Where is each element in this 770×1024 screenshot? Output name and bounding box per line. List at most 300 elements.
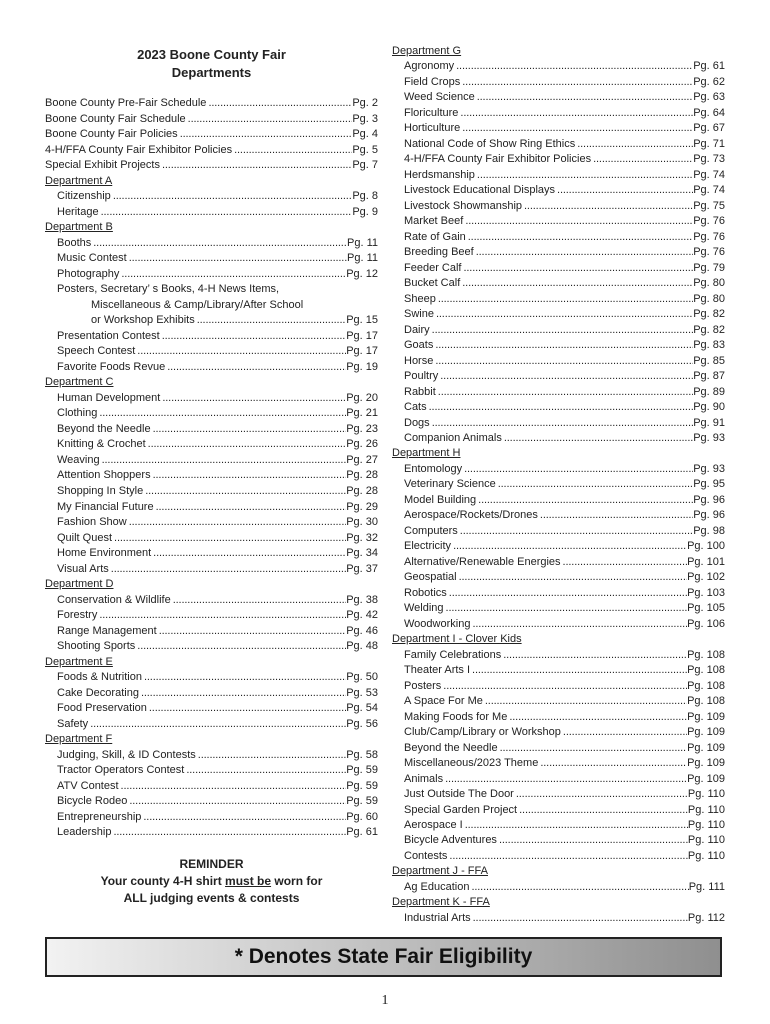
entry-page-number: Pg. 2 — [352, 97, 378, 109]
entry-page-number: Pg. 75 — [693, 199, 725, 212]
entry-label: Robotics — [404, 586, 447, 599]
department-heading: Department B — [45, 221, 113, 234]
contents-entry — [91, 313, 378, 328]
dot-leader — [157, 624, 347, 639]
entry-label: Cake Decorating — [57, 686, 139, 699]
entry-page-number: Pg. 17 — [346, 345, 378, 358]
entry-page-number: Pg. 108 — [687, 664, 725, 677]
contents-entry — [57, 624, 378, 639]
department-heading: Department I - Clover Kids — [392, 633, 522, 646]
contents-entry — [404, 354, 725, 369]
contents-entry — [404, 214, 725, 229]
contents-entry — [404, 710, 725, 725]
contents-entry — [404, 756, 725, 771]
entry-label: Posters — [404, 679, 442, 692]
dot-leader — [555, 183, 693, 198]
entry-page-number: Pg. 59 — [346, 764, 378, 777]
contents-entry — [404, 803, 725, 818]
entry-label: Market Beef — [404, 215, 464, 228]
entry-label: A Space For Me — [404, 695, 483, 708]
entry-label: Quilt Quest — [57, 531, 113, 544]
entry-page-number: Pg. 38 — [346, 593, 378, 606]
dot-leader — [433, 338, 693, 353]
contents-entry — [57, 763, 378, 778]
dot-leader — [195, 313, 346, 328]
dot-leader — [171, 593, 346, 608]
entry-page-number: Pg. 87 — [693, 370, 725, 383]
contents-entry — [57, 825, 378, 840]
entry-page-number: Pg. 12 — [346, 267, 378, 280]
entry-label: Special Garden Project — [404, 803, 518, 816]
dot-leader — [469, 880, 688, 895]
entry-label: Beyond the Needle — [404, 741, 498, 754]
entry-page-number: Pg. 95 — [693, 478, 725, 491]
entry-page-number: Pg. 73 — [693, 153, 725, 166]
entry-page-number: Pg. 110 — [687, 834, 725, 847]
contents-entry — [404, 539, 725, 554]
department-heading: Department C — [45, 376, 114, 389]
entry-label: Fashion Show — [57, 516, 127, 529]
contents-entry — [404, 90, 725, 105]
entry-label: Entrepreneurship — [57, 810, 142, 823]
dot-leader — [538, 756, 687, 771]
entry-label: Heritage — [57, 205, 99, 218]
entry-label: Bucket Calf — [404, 277, 461, 290]
entry-label: Sheep — [404, 292, 436, 305]
entry-page-number: Pg. 91 — [693, 416, 725, 429]
department-heading: Department H — [392, 447, 461, 460]
entry-label: Conservation & Wildlife — [57, 593, 171, 606]
entry-label: Food Preservation — [57, 702, 147, 715]
entry-label: Entomology — [404, 462, 463, 475]
contents-entry — [404, 493, 725, 508]
contents-entry — [57, 267, 378, 282]
contents-entry — [57, 546, 378, 561]
dot-leader — [109, 562, 346, 577]
dot-leader — [151, 468, 347, 483]
document-title: 2023 Boone County Fair — [137, 47, 286, 62]
entry-page-number: Pg. 109 — [687, 757, 725, 770]
entry-page-number: Pg. 103 — [687, 586, 725, 599]
dot-leader — [111, 189, 353, 204]
entry-label: Field Crops — [404, 75, 461, 88]
entry-label: 4-H/FFA County Fair Exhibitor Policies — [404, 153, 592, 166]
entry-label: Knitting & Crochet — [57, 438, 146, 451]
dot-leader — [496, 477, 693, 492]
dot-leader — [463, 818, 688, 833]
dot-leader — [127, 794, 346, 809]
dot-leader — [196, 748, 346, 763]
dot-leader — [135, 639, 346, 654]
department-heading: Department F — [45, 733, 113, 746]
contents-entry — [404, 477, 725, 492]
department-heading: Department E — [45, 655, 113, 668]
entry-label: Alternative/Renewable Energies — [404, 555, 561, 568]
dot-leader — [463, 214, 693, 229]
dot-leader — [471, 911, 688, 926]
dot-leader — [438, 369, 693, 384]
entry-label: Rate of Gain — [404, 230, 466, 243]
dot-leader — [112, 531, 346, 546]
entry-page-number: Pg. 27 — [346, 453, 378, 466]
contents-entry — [404, 880, 725, 895]
entry-page-number: Pg. 4 — [352, 128, 378, 141]
entry-label: Club/Camp/Library or Workshop — [404, 726, 561, 739]
entry-page-number: Pg. 110 — [687, 819, 725, 831]
entry-page-number: Pg. 7 — [352, 159, 378, 172]
dot-leader — [501, 648, 687, 663]
dot-leader — [461, 261, 693, 276]
entry-label: 4-H/FFA County Fair Exhibitor Policies — [45, 143, 233, 156]
contents-entry — [57, 189, 378, 204]
dot-leader — [451, 539, 687, 554]
contents-entry — [57, 329, 378, 344]
entry-page-number: Pg. 74 — [693, 184, 725, 197]
entry-label: Industrial Arts — [404, 911, 471, 924]
contents-entry — [404, 586, 725, 601]
contents-entry — [57, 422, 378, 437]
contents-entry — [404, 431, 725, 446]
entry-page-number: Pg. 56 — [346, 717, 378, 730]
reminder-text-pre: Your county 4-H shirt — [100, 874, 226, 888]
entry-label: Boone County Fair Schedule — [45, 112, 186, 125]
contents-entry — [57, 453, 378, 468]
contents-text-line: Posters, Secretary’ s Books, 4-H News Items, — [57, 283, 280, 296]
contents-entry — [404, 833, 725, 848]
entry-label: Presentation Contest — [57, 329, 160, 342]
entry-page-number: Pg. 42 — [346, 609, 378, 622]
dot-leader — [447, 586, 687, 601]
entry-label: Tractor Operators Contest — [57, 764, 185, 777]
entry-page-number: Pg. 85 — [693, 354, 725, 367]
entry-label: Human Development — [57, 391, 161, 404]
dot-leader — [111, 825, 346, 840]
entry-label: Horticulture — [404, 122, 461, 135]
entry-page-number: Pg. 60 — [346, 810, 378, 823]
dot-leader — [142, 670, 346, 685]
entry-page-number: Pg. 89 — [693, 385, 725, 398]
contents-entry — [404, 663, 725, 678]
entry-label: My Financial Future — [57, 500, 154, 513]
entry-label: National Code of Show Ring Ethics — [404, 137, 576, 150]
contents-entry — [404, 462, 725, 477]
entry-label: Herdsmanship — [404, 168, 475, 181]
dot-leader — [119, 267, 346, 282]
entry-label: Weed Science — [404, 91, 475, 104]
entry-page-number: Pg. 111 — [688, 880, 725, 893]
dot-leader — [127, 515, 346, 530]
entry-label: Livestock Showmanship — [404, 199, 523, 212]
dot-leader — [141, 810, 346, 825]
dot-leader — [591, 152, 693, 167]
dot-leader — [436, 292, 693, 307]
contents-entry — [404, 524, 725, 539]
entry-page-number: Pg. 108 — [687, 695, 725, 708]
dot-leader — [454, 59, 693, 74]
contents-entry — [57, 686, 378, 701]
contents-entry — [404, 400, 725, 415]
contents-entry — [404, 741, 725, 756]
dot-leader — [507, 710, 687, 725]
entry-label: Family Celebrations — [404, 648, 502, 661]
dot-leader — [165, 360, 346, 375]
dot-leader — [160, 391, 346, 406]
contents-entry — [57, 794, 378, 809]
contents-entry — [57, 391, 378, 406]
dot-leader — [127, 251, 347, 266]
contents-entry — [57, 608, 378, 623]
dot-leader — [476, 493, 693, 508]
contents-entry — [57, 748, 378, 763]
dot-leader — [430, 416, 694, 431]
dot-leader — [433, 354, 693, 369]
entry-label: Companion Animals — [404, 432, 502, 444]
reminder-emphasis: must be — [225, 874, 272, 888]
page-number: 1 — [381, 993, 389, 1008]
contents-entry — [404, 416, 725, 431]
reminder-events-line: ALL judging events & contests — [123, 891, 300, 905]
dot-leader — [441, 679, 687, 694]
entry-page-number: Pg. 90 — [693, 401, 725, 414]
dot-leader — [457, 570, 687, 585]
entry-page-number: Pg. 83 — [693, 339, 725, 352]
entry-page-number: Pg. 17 — [346, 329, 378, 342]
entry-page-number: Pg. 93 — [693, 432, 725, 444]
contents-entry — [404, 617, 725, 632]
contents-entry — [404, 276, 725, 291]
entry-page-number: Pg. 23 — [346, 422, 378, 435]
dot-leader — [427, 400, 694, 415]
contents-entry — [57, 639, 378, 654]
dot-leader — [447, 849, 687, 864]
contents-entry — [57, 344, 378, 359]
entry-page-number: Pg. 50 — [346, 671, 378, 684]
entry-page-number: Pg. 110 — [687, 788, 725, 801]
entry-label: Boone County Fair Policies — [45, 128, 178, 141]
contents-entry — [57, 562, 378, 577]
entry-page-number: Pg. 110 — [687, 849, 725, 862]
contents-entry — [57, 500, 378, 515]
entry-label: Rabbit — [404, 385, 436, 398]
contents-entry — [404, 911, 725, 926]
contents-text-line: Miscellaneous & Camp/Library/After School — [91, 298, 304, 311]
entry-page-number: Pg. 110 — [687, 803, 725, 816]
entry-page-number: Pg. 98 — [693, 524, 725, 537]
entry-page-number: Pg. 108 — [687, 679, 725, 692]
dot-leader — [206, 96, 352, 111]
entry-label: Boone County Pre-Fair Schedule — [45, 97, 207, 109]
dot-leader — [575, 137, 693, 152]
entry-page-number: Pg. 93 — [693, 462, 725, 475]
dot-leader — [474, 245, 693, 260]
entry-label: Dairy — [404, 323, 430, 336]
contents-entry — [404, 75, 725, 90]
entry-page-number: Pg. 3 — [352, 112, 378, 125]
entry-label: Making Foods for Me — [404, 710, 508, 723]
entry-page-number: Pg. 32 — [346, 531, 378, 544]
dot-leader — [517, 803, 688, 818]
department-heading: Department A — [45, 174, 113, 187]
contents-entry — [57, 593, 378, 608]
reminder-line — [45, 873, 378, 890]
entry-label: Goats — [404, 339, 434, 352]
entry-page-number: Pg. 28 — [346, 469, 378, 482]
contents-entry — [404, 183, 725, 198]
entry-page-number: Pg. 82 — [693, 323, 725, 336]
banner-text: * Denotes State Fair Eligibility — [234, 945, 533, 968]
entry-page-number: Pg. 29 — [346, 500, 378, 513]
entry-page-number: Pg. 11 — [347, 252, 378, 265]
dot-leader — [444, 601, 688, 616]
contents-entry — [404, 570, 725, 585]
contents-entry — [57, 251, 378, 266]
contents-entry — [404, 199, 725, 214]
entry-page-number: Pg. 34 — [346, 547, 378, 560]
entry-page-number: Pg. 109 — [687, 741, 725, 754]
entry-label: Clothing — [57, 407, 98, 420]
entry-label: Aerospace I — [404, 819, 463, 831]
contents-entry — [404, 261, 725, 276]
entry-page-number: Pg. 5 — [352, 143, 378, 156]
entry-label: Swine — [404, 308, 434, 321]
dot-leader — [232, 143, 352, 158]
department-heading: Department D — [45, 578, 114, 591]
entry-label: Weaving — [57, 453, 100, 466]
dot-leader — [143, 484, 346, 499]
dot-leader — [498, 741, 688, 756]
contents-entry — [404, 508, 725, 523]
dot-leader — [119, 779, 347, 794]
contents-entry — [404, 601, 725, 616]
entry-label: Floriculture — [404, 106, 459, 119]
entry-label: Model Building — [404, 493, 477, 506]
entry-label: Speech Contest — [57, 345, 136, 358]
entry-label: Agronomy — [404, 60, 455, 73]
dot-leader — [154, 500, 347, 515]
contents-entry — [404, 725, 725, 740]
entry-label: Photography — [57, 267, 120, 280]
dot-leader — [160, 158, 352, 173]
contents-entry — [404, 555, 725, 570]
entry-label: Woodworking — [404, 617, 471, 630]
entry-label: Horse — [404, 354, 434, 367]
entry-label: Favorite Foods Revue — [57, 360, 166, 373]
entry-page-number: Pg. 63 — [693, 91, 725, 104]
entry-label: Judging, Skill, & ID Contests — [57, 748, 196, 761]
entry-label: Poultry — [404, 370, 439, 383]
dot-leader — [470, 617, 687, 632]
entry-label: Electricity — [404, 540, 452, 553]
contents-entry — [57, 484, 378, 499]
entry-label: Visual Arts — [57, 562, 109, 575]
entry-page-number: Pg. 74 — [693, 168, 725, 181]
entry-label: ATV Contest — [57, 779, 119, 792]
dot-leader — [151, 546, 346, 561]
contents-entry — [404, 323, 725, 338]
contents-entry — [57, 810, 378, 825]
contents-entry — [404, 385, 725, 400]
entry-page-number: Pg. 48 — [346, 640, 378, 653]
entry-label: Shopping In Style — [57, 485, 144, 497]
entry-page-number: Pg. 108 — [687, 648, 725, 661]
contents-entry — [404, 230, 725, 245]
dot-leader — [483, 694, 687, 709]
contents-entry — [57, 360, 378, 375]
entry-page-number: Pg. 46 — [346, 624, 378, 637]
dot-leader — [460, 121, 693, 136]
contents-entry — [57, 717, 378, 732]
dot-leader — [160, 329, 346, 344]
entry-label: Dogs — [404, 416, 430, 429]
entry-page-number: Pg. 11 — [347, 236, 378, 249]
entry-label: Breeding Beef — [404, 246, 474, 259]
dot-leader — [178, 127, 353, 142]
entry-label: Booths — [57, 236, 92, 249]
entry-page-number: Pg. 26 — [346, 438, 378, 451]
department-heading: Department J - FFA — [392, 865, 488, 878]
contents-entry — [45, 96, 378, 111]
entry-label: Veterinary Science — [404, 478, 496, 491]
contents-entry — [404, 818, 725, 833]
entry-page-number: Pg. 58 — [346, 748, 378, 761]
dot-leader — [443, 772, 687, 787]
entry-page-number: Pg. 21 — [346, 407, 378, 420]
entry-page-number: Pg. 79 — [693, 261, 725, 274]
contents-entry — [57, 515, 378, 530]
entry-page-number: Pg. 30 — [346, 516, 378, 529]
dot-leader — [561, 555, 688, 570]
dot-leader — [135, 344, 346, 359]
dot-leader — [436, 385, 693, 400]
dot-leader — [460, 276, 693, 291]
entry-page-number: Pg. 82 — [693, 308, 725, 321]
entry-label: Safety — [57, 717, 89, 730]
reminder-text-post: worn for — [271, 874, 323, 888]
entry-page-number: Pg. 109 — [687, 772, 725, 785]
entry-page-number: Pg. 71 — [693, 137, 725, 150]
contents-entry — [404, 168, 725, 183]
reminder-title: REMINDER — [179, 857, 244, 871]
dot-leader — [88, 717, 346, 732]
contents-entry — [45, 143, 378, 158]
entry-page-number: Pg. 59 — [346, 779, 378, 792]
entry-label: Geospatial — [404, 571, 457, 584]
entry-label: Contests — [404, 849, 448, 862]
entry-label: Welding — [404, 602, 444, 615]
entry-page-number: Pg. 109 — [687, 726, 725, 739]
entry-label: Shooting Sports — [57, 640, 136, 653]
dot-leader — [184, 763, 346, 778]
entry-page-number: Pg. 67 — [693, 122, 725, 135]
entry-page-number: Pg. 100 — [687, 540, 725, 553]
contents-entry — [404, 307, 725, 322]
entry-page-number: Pg. 76 — [693, 246, 725, 259]
contents-entry — [404, 152, 725, 167]
entry-label: Forestry — [57, 609, 98, 622]
dot-leader — [434, 307, 693, 322]
entry-page-number: Pg. 96 — [693, 509, 725, 522]
contents-entry — [404, 849, 725, 864]
entry-page-number: Pg. 76 — [693, 215, 725, 228]
entry-page-number: Pg. 8 — [352, 190, 378, 203]
entry-label: Theater Arts I — [404, 664, 471, 677]
dot-leader — [475, 168, 693, 183]
entry-label: Home Environment — [57, 547, 152, 560]
contents-entry — [404, 787, 725, 802]
entry-label: Bicycle Adventures — [404, 834, 497, 847]
entry-page-number: Pg. 101 — [687, 555, 725, 568]
entry-page-number: Pg. 105 — [687, 602, 725, 615]
